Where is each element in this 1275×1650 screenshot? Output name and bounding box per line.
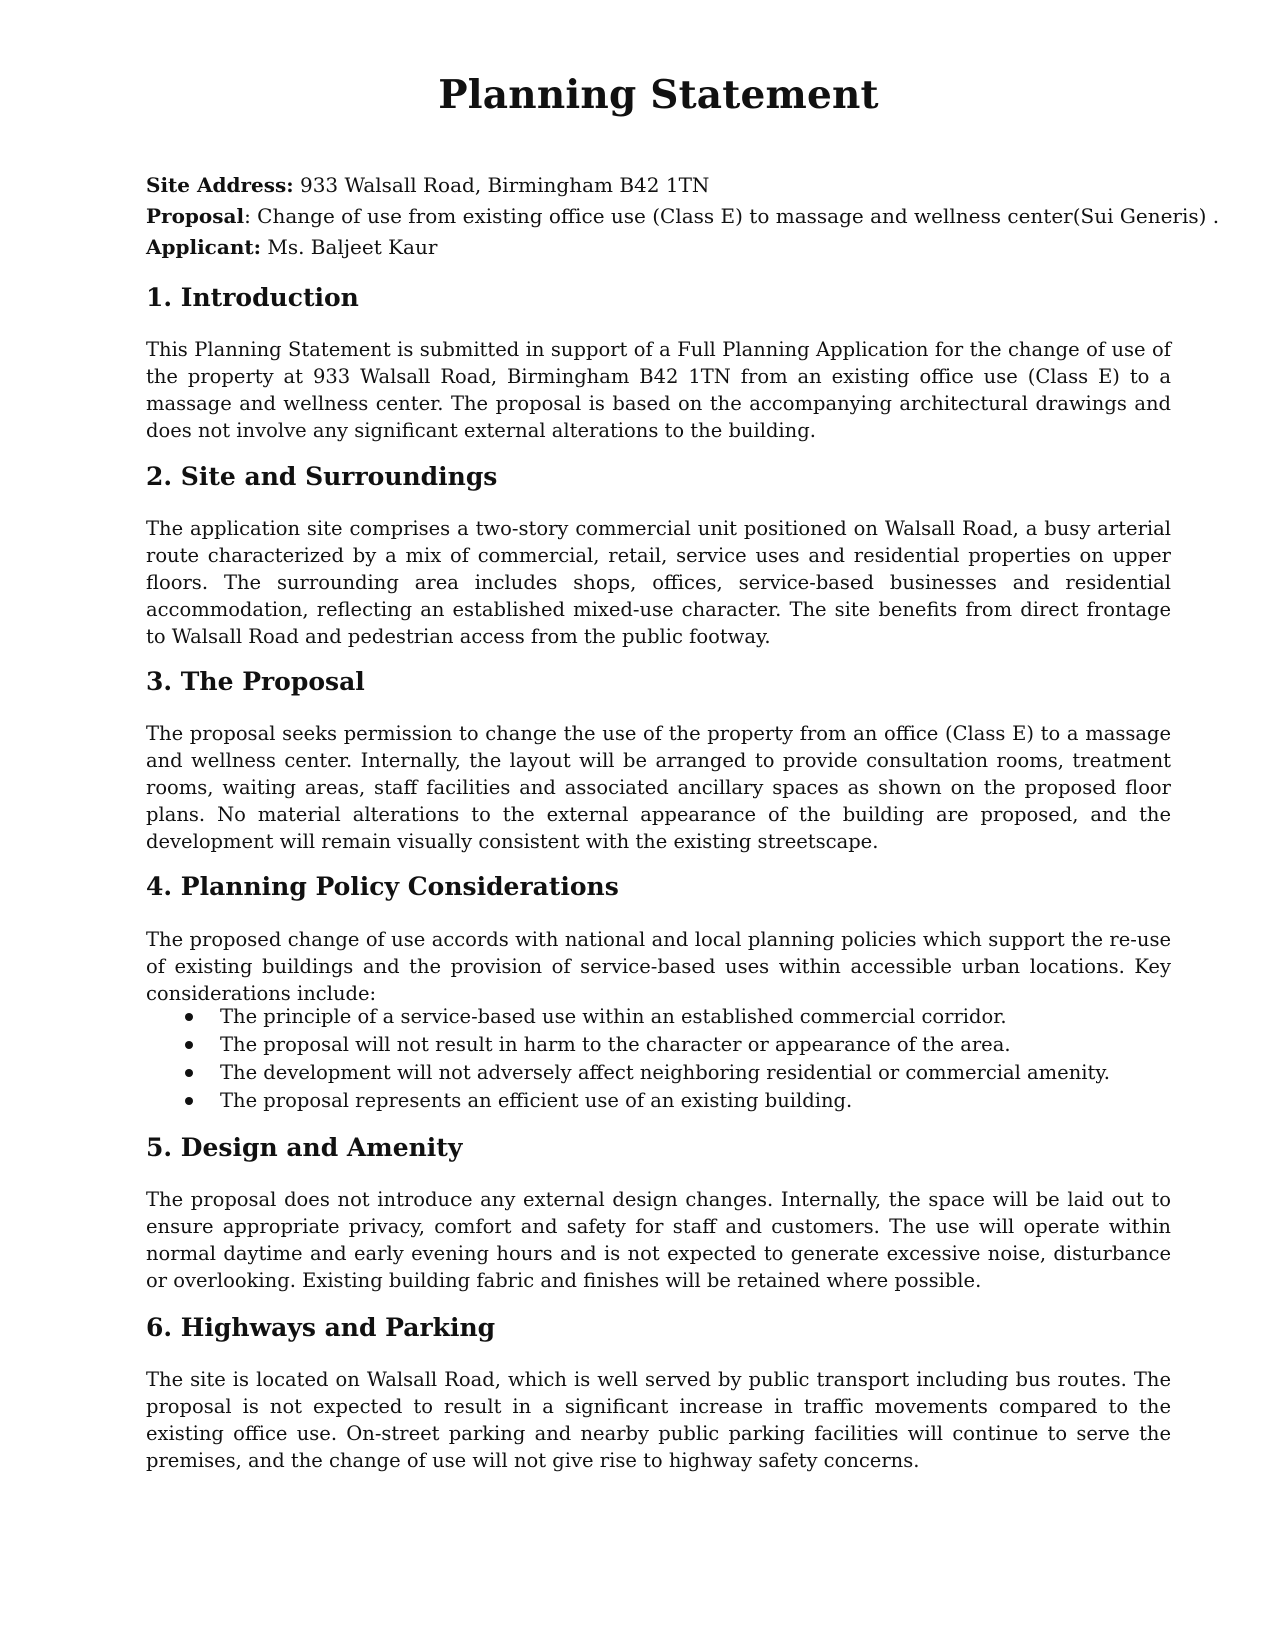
bullet-icon xyxy=(185,1069,193,1077)
section-heading-planning-policy: 4. Planning Policy Considerations xyxy=(146,872,619,901)
section-heading-design-and-amenity: 5. Design and Amenity xyxy=(146,1133,463,1162)
page-title: Planning Statement xyxy=(438,72,879,118)
section-heading-site-and-surroundings: 2. Site and Surroundings xyxy=(146,462,498,491)
applicant-value: Ms. Baljeet Kaur xyxy=(260,235,438,259)
list-item-text: The development will not adversely affect neighboring residential or commercial amenity. xyxy=(220,1061,1110,1084)
policy-considerations-list xyxy=(146,1003,1171,1115)
proposal-label: Proposal xyxy=(146,204,245,228)
section-paragraph-introduction: This Planning Statement is submitted in support of a Full Planning Application for the change of use of the property at 933 Walsall Road, Birmingham B42 1TN from an existing office use (Class E) to a massage and wellness center. The proposal is based on the accompanying architectural drawings and does not involve any significant external alterations to the building. xyxy=(146,338,1171,442)
section-paragraph-design-and-amenity: The proposal does not introduce any external design changes. Internally, the space will be laid out to ensure appropriate privacy, comfort and safety for staff and customers. The use will operate within normal daytime and early evening hours and is not expected to generate excessive noise, disturbance or overlooking. Existing building fabric and finishes will be retained where possible. xyxy=(146,1188,1171,1292)
applicant-label: Applicant: xyxy=(146,235,261,259)
section-paragraph-site-and-surroundings: The application site comprises a two-story commercial unit positioned on Walsall Road, a busy arterial route characterized by a mix of commercial, retail, service uses and residential properties on upper floors. The surrounding area includes shops, offices, service-based businesses and residential accommodation, reflecting an established mixed-use character. The site benefits from direct frontage to Walsall Road and pedestrian access from the public footway. xyxy=(146,517,1171,648)
list-item xyxy=(146,1087,1171,1115)
list-item xyxy=(146,1031,1171,1059)
list-item xyxy=(146,1059,1171,1087)
section-heading-introduction: 1. Introduction xyxy=(146,283,359,312)
section-paragraph-planning-policy: The proposed change of use accords with national and local planning policies which support the re-use of existing buildings and the provision of service-based uses within accessible urban locations. Key considerations include: xyxy=(146,928,1171,1005)
bullet-icon xyxy=(185,1041,193,1049)
proposal-value: : Change of use from existing office use (Class E) to massage and wellness center(Sui Generis) . xyxy=(244,204,1220,228)
bullet-icon xyxy=(185,1097,193,1105)
list-item-text: The principle of a service-based use within an established commercial corridor. xyxy=(220,1005,1007,1028)
proposal-line xyxy=(146,201,1220,232)
list-item-text: The proposal will not result in harm to the character or appearance of the area. xyxy=(220,1033,1011,1056)
list-item xyxy=(146,1003,1171,1031)
document-meta xyxy=(146,170,1220,263)
site-address-value: 933 Walsall Road, Birmingham B42 1TN xyxy=(293,173,710,197)
site-address-label: Site Address: xyxy=(146,173,294,197)
site-address-line xyxy=(146,170,1171,201)
section-paragraph-the-proposal: The proposal seeks permission to change the use of the property from an office (Class E) to a massage and wellness center. Internally, the layout will be arranged to provide consultation rooms, treatment rooms, waiting areas, staff facilities and associated ancillary spaces as shown on the proposed floor plans. No material alterations to the external appearance of the building are proposed, and the development will remain visually consistent with the existing streetscape. xyxy=(146,722,1171,853)
section-paragraph-highways-and-parking: The site is located on Walsall Road, which is well served by public transport including bus routes. The proposal is not expected to result in a significant increase in traffic movements compared to the existing office use. On-street parking and nearby public parking facilities will continue to serve the premises, and the change of use will not give rise to highway safety concerns. xyxy=(146,1368,1171,1472)
section-heading-the-proposal: 3. The Proposal xyxy=(146,667,365,696)
bullet-icon xyxy=(185,1013,193,1021)
list-item-text: The proposal represents an efficient use of an existing building. xyxy=(220,1089,853,1112)
applicant-line xyxy=(146,232,1171,263)
section-heading-highways-and-parking: 6. Highways and Parking xyxy=(146,1313,496,1342)
